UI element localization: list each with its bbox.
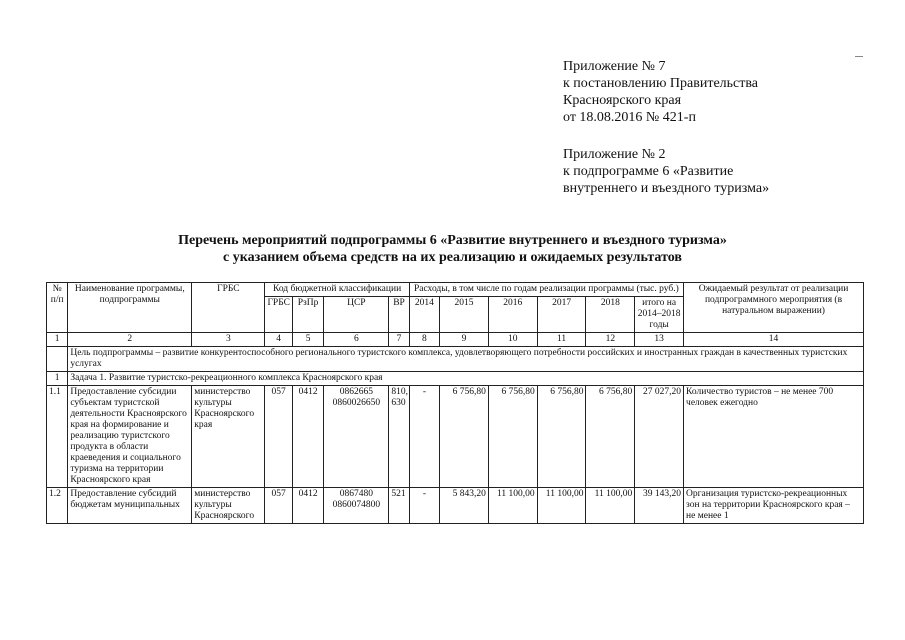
col-number: 12 [586, 333, 635, 347]
row-rzpr: 0412 [292, 488, 323, 524]
annex-line: Приложение № 2 [563, 147, 666, 162]
row-2017: 6 756,80 [537, 386, 586, 488]
row-csr [324, 488, 389, 524]
row-rzpr: 0412 [292, 386, 323, 488]
row-vr-line: 810, [391, 387, 408, 397]
row-2016: 11 100,00 [488, 488, 537, 524]
header-grbs: ГРБС [192, 283, 265, 333]
goal-num-cell [47, 347, 68, 372]
annex-line: от 18.08.2016 № 421-п [563, 110, 696, 125]
row-2014: - [409, 488, 439, 524]
row-2015: 6 756,80 [440, 386, 489, 488]
row-grbs-code: 057 [265, 386, 292, 488]
col-number: 2 [68, 333, 192, 347]
annex-line: к постановлению Правительства [563, 76, 759, 91]
row-2017: 11 100,00 [537, 488, 586, 524]
row-vr-line: 521 [391, 489, 406, 499]
header-2016: 2016 [488, 297, 537, 333]
row-csr-line: 0867480 [339, 489, 373, 499]
row-total: 39 143,20 [635, 488, 684, 524]
row-grbs: министерство культуры Красноярского [192, 488, 265, 524]
task-num: 1 [47, 372, 68, 386]
header-budget-code: Код бюджетной классификации [265, 283, 409, 297]
page-bottom-margin [46, 577, 865, 640]
header-2014: 2014 [409, 297, 439, 333]
annex-2-block [563, 146, 769, 197]
col-number: 3 [192, 333, 265, 347]
col-number: 9 [440, 333, 489, 347]
row-2015: 5 843,20 [440, 488, 489, 524]
measures-table [46, 282, 864, 524]
col-number: 14 [684, 333, 864, 347]
row-2014: - [409, 386, 439, 488]
annex-line: к подпрограмме 6 «Развитие [563, 164, 734, 179]
row-grbs-code: 057 [265, 488, 292, 524]
header-expenses: Расходы, в том числе по годам реализации программы (тыс. руб.) [409, 283, 683, 297]
col-number: 7 [389, 333, 409, 347]
table-row [47, 386, 864, 488]
row-vr [389, 488, 409, 524]
header-total: итого на 2014–2018 годы [635, 297, 684, 333]
row-csr-line: 0862665 [339, 387, 373, 397]
annex-line: внутреннего и въездного туризма» [563, 181, 770, 196]
col-number: 1 [47, 333, 68, 347]
col-number: 10 [488, 333, 537, 347]
header-grbs-code: ГРБС [265, 297, 292, 333]
scan-mark [855, 56, 863, 57]
annex-line: Красноярского края [563, 93, 682, 108]
row-vr-line: 630 [391, 398, 406, 408]
header-2017: 2017 [537, 297, 586, 333]
table-row [47, 488, 864, 524]
row-name: Предоставление субсидии субъектам туристской деятельности Красноярского края на формирование и реализацию туристского продукта в области краеведения и социального туризма на территории Красноярского края [68, 386, 192, 488]
row-vr [389, 386, 409, 488]
header-num: № п/п [47, 283, 68, 333]
annex-line: Приложение № 7 [563, 59, 666, 74]
row-num: 1.1 [47, 386, 68, 488]
row-num: 1.2 [47, 488, 68, 524]
goal-text: Цель подпрограммы – развитие конкурентоспособного регионального туристского комплекса, удовлетворяющего потребности российских и иностранных граждан в качественных туристских услугах [68, 347, 864, 372]
row-total: 27 027,20 [635, 386, 684, 488]
header-row-1 [47, 283, 864, 297]
row-result: Количество туристов – не менее 700 человек ежегодно [684, 386, 864, 488]
task-text: Задача 1. Развитие туристско-рекреационного комплекса Красноярского края [68, 372, 864, 386]
col-number: 5 [292, 333, 323, 347]
annex-7-block [563, 58, 758, 126]
header-name: Наименование программы, подпрограммы [68, 283, 192, 333]
row-grbs: министерство культуры Красноярского края [192, 386, 265, 488]
header-rzpr: РзПр [292, 297, 323, 333]
header-result: Ожидаемый результат от реализации подпрограммного мероприятия (в натуральном выражении) [684, 283, 864, 333]
row-csr-line: 0860074800 [332, 500, 381, 510]
col-number: 11 [537, 333, 586, 347]
goal-row [47, 347, 864, 372]
col-number: 8 [409, 333, 439, 347]
document-title-line-2: с указанием объема средств на их реализацию и ожидаемых результатов [223, 250, 682, 265]
row-csr-line: 0860026650 [332, 398, 381, 408]
column-numbers-row [47, 333, 864, 347]
row-csr [324, 386, 389, 488]
col-number: 4 [265, 333, 292, 347]
col-number: 6 [324, 333, 389, 347]
row-2018: 11 100,00 [586, 488, 635, 524]
row-2016: 6 756,80 [488, 386, 537, 488]
row-2018: 6 756,80 [586, 386, 635, 488]
header-vr: ВР [389, 297, 409, 333]
task-row [47, 372, 864, 386]
col-number: 13 [635, 333, 684, 347]
header-2018: 2018 [586, 297, 635, 333]
row-result: Организация туристско-рекреационных зон на территории Красноярского края – не менее 1 [684, 488, 864, 524]
header-2015: 2015 [440, 297, 489, 333]
header-csr: ЦСР [324, 297, 389, 333]
document-title-line-1: Перечень мероприятий подпрограммы 6 «Развитие внутреннего и въездного туризма» [178, 233, 727, 248]
row-name: Предоставление субсидий бюджетам муниципальных [68, 488, 192, 524]
